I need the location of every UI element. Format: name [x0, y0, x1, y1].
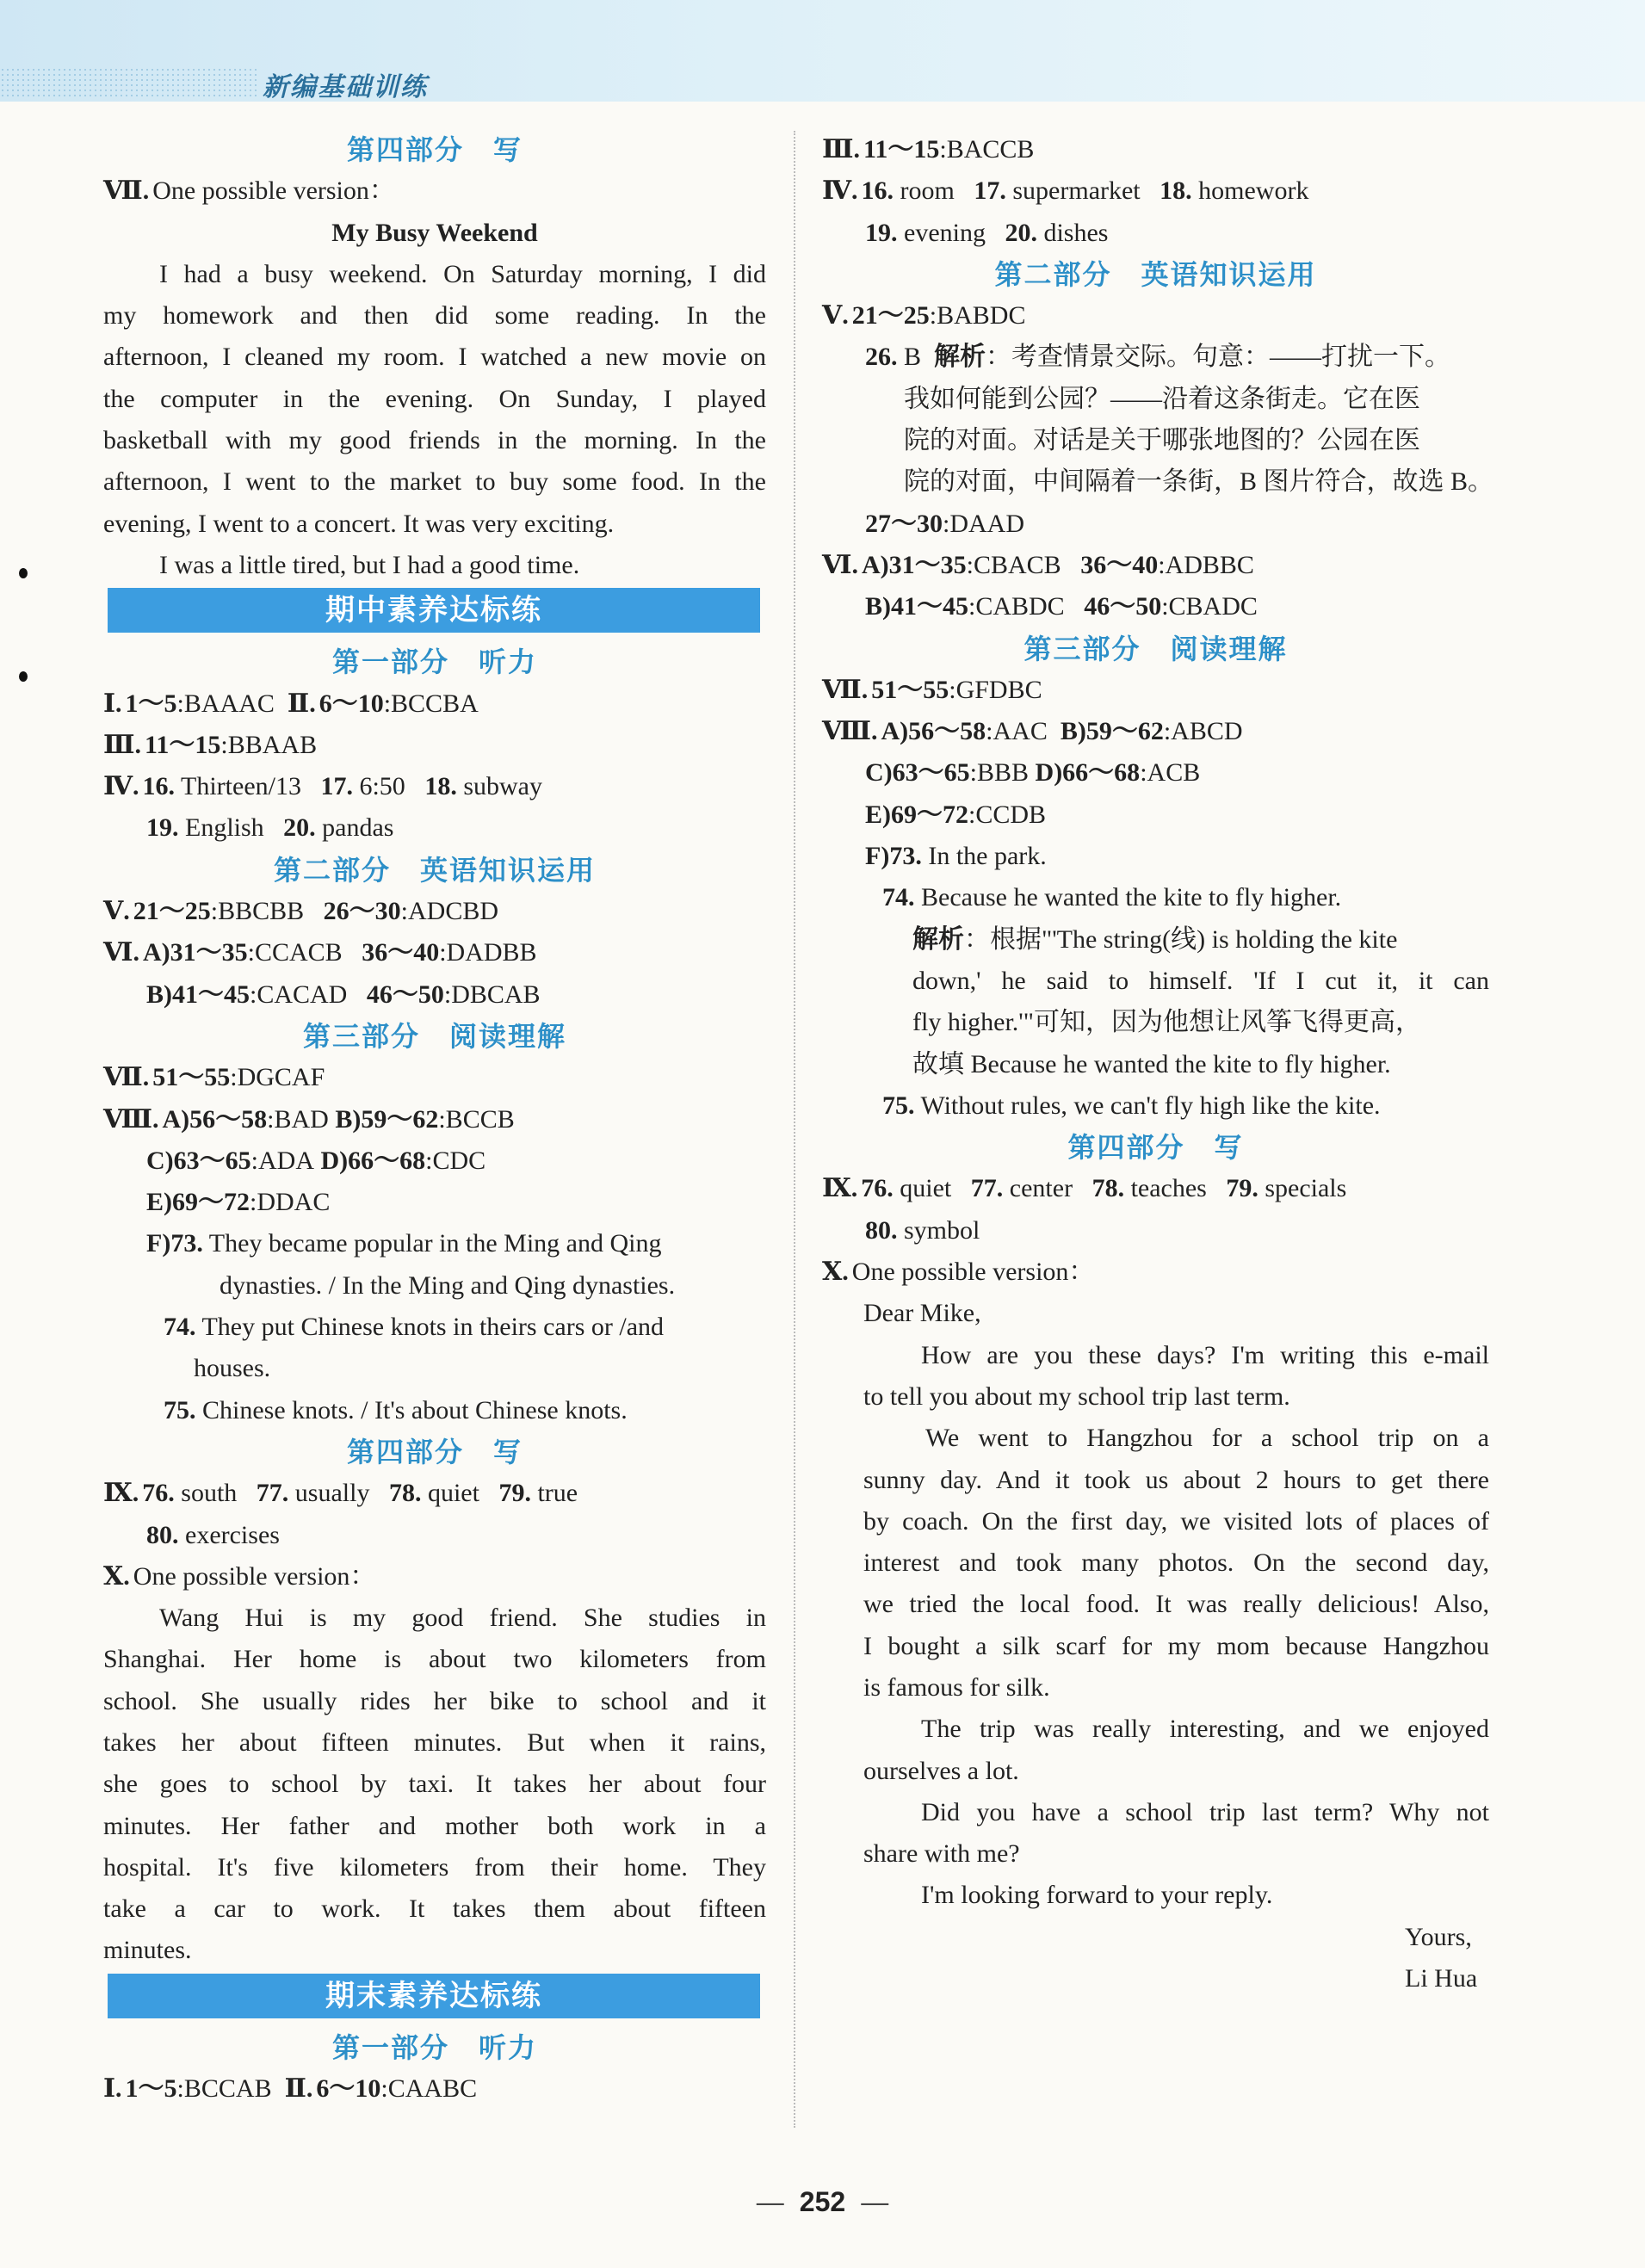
- item-number: 74.: [882, 883, 915, 912]
- letter-line: we tried the local food. It was really delicious! Also,: [863, 1590, 1489, 1619]
- answers: :BCCB: [438, 1104, 515, 1134]
- section-heading: 第四部分 写: [346, 1435, 523, 1468]
- item-range: 27～30: [865, 509, 943, 538]
- item-range: E)69～72: [146, 1188, 250, 1217]
- item-number: F)73.: [146, 1229, 203, 1258]
- answer-line: [103, 1182, 766, 1223]
- essay-line: evening, I went to a concert. It was very exciting.: [103, 509, 615, 538]
- item-number: 19.: [865, 218, 898, 247]
- answer: teaches: [1130, 1174, 1207, 1203]
- page-number-value: 252: [799, 2186, 846, 2217]
- item-number: 76.: [142, 1479, 175, 1508]
- letter-line: to tell you about my school trip last term.: [863, 1381, 1290, 1411]
- answers: :BABDC: [929, 301, 1026, 331]
- answer-line: [103, 725, 766, 766]
- item-range: 46～50: [366, 980, 444, 1009]
- item-number: 76.: [861, 1174, 894, 1203]
- answers: :CDC: [425, 1146, 486, 1175]
- question-number: Ⅹ.: [103, 1561, 130, 1591]
- item-range: 36～40: [362, 938, 440, 967]
- question-number: Ⅱ.: [287, 689, 316, 718]
- answer-line: [822, 670, 1489, 711]
- answers: :DBCAB: [443, 980, 541, 1009]
- answer-line: [822, 1210, 1489, 1251]
- item-range: D)66～68: [320, 1146, 426, 1175]
- answer-line: [822, 170, 1489, 212]
- explanation-text: ：根据"'The string(线) is holding the kite: [964, 924, 1398, 954]
- answer-line: [103, 1515, 766, 1556]
- answer-line: [103, 683, 766, 725]
- answers: :BBCBB: [210, 897, 305, 926]
- answer: evening: [904, 218, 986, 247]
- item-range: 21～25: [133, 897, 211, 926]
- answers: :BACCB: [939, 135, 1035, 164]
- essay-line: Wang Hui is my good friend. She studies in: [159, 1604, 766, 1633]
- text: One possible version：: [152, 176, 395, 206]
- answer: supermarket: [1012, 176, 1141, 206]
- item-number: 19.: [146, 813, 179, 843]
- explanation-label: 解析: [912, 924, 964, 954]
- answer-line: [103, 1099, 766, 1140]
- question-number: Ⅲ.: [103, 730, 142, 759]
- essay-line: minutes.: [103, 1936, 192, 1965]
- item-range: D)66～68: [1035, 758, 1141, 788]
- item-range: 51～55: [871, 675, 949, 704]
- section-heading: 第三部分 阅读理解: [1023, 632, 1288, 665]
- answer: symbol: [904, 1215, 980, 1245]
- item-number: 80.: [865, 1215, 898, 1245]
- section-heading: 第二部分 英语知识运用: [994, 257, 1317, 291]
- item-number: 80.: [146, 1520, 179, 1549]
- page-number: [0, 2186, 1645, 2218]
- answer-line: [822, 877, 1489, 918]
- answer: exercises: [185, 1520, 280, 1549]
- answer: Thirteen/13: [181, 772, 301, 801]
- answer-line: [822, 836, 1489, 877]
- letter-line: I'm looking forward to your reply.: [921, 1881, 1273, 1910]
- answers: :ADA: [250, 1146, 314, 1175]
- answer-line: [822, 586, 1489, 627]
- answers: :BBB: [969, 758, 1030, 788]
- answer: Without rules, we can't fly high like the kite.: [920, 1091, 1381, 1120]
- scan-mark: [19, 568, 28, 578]
- letter-line: ourselves a lot.: [863, 1756, 1019, 1785]
- item-range: 36～40: [1080, 550, 1159, 579]
- section-heading: 第二部分 英语知识运用: [273, 853, 596, 887]
- item-number: 16.: [861, 176, 894, 206]
- question-number: Ⅰ.: [103, 2074, 122, 2104]
- item-range: C)63～65: [146, 1146, 251, 1175]
- item-number: 77.: [256, 1479, 289, 1508]
- answers: :DAAD: [943, 509, 1024, 538]
- answer-line: [822, 504, 1489, 545]
- question-number: Ⅸ.: [822, 1174, 858, 1203]
- answer: usually: [294, 1479, 370, 1508]
- letter-line: by coach. On the first day, we visited lots of places of: [863, 1506, 1489, 1536]
- letter-line: share with me?: [863, 1839, 1020, 1869]
- question-number: Ⅴ.: [103, 897, 130, 926]
- answer-line: [103, 974, 766, 1016]
- answer-line: [103, 932, 766, 973]
- question-number: Ⅹ.: [822, 1258, 849, 1287]
- essay-line: takes her about fifteen minutes. But when it rains,: [103, 1727, 766, 1757]
- explanation-line: down,' he said to himself. 'If I cut it, it can: [912, 966, 1489, 995]
- answer-line: [103, 1223, 766, 1264]
- answers: :CCACB: [247, 938, 343, 967]
- section-heading: 第四部分 写: [346, 133, 523, 166]
- answer: Because he wanted the kite to fly higher.: [921, 883, 1342, 912]
- letter-line: I bought a silk scarf for my mom because Hangzhou: [863, 1631, 1489, 1660]
- item-range: 21～25: [851, 301, 930, 331]
- question-number: Ⅵ.: [822, 550, 858, 579]
- item-number: 79.: [498, 1479, 531, 1508]
- section-banner: 期中素养达标练: [108, 588, 760, 633]
- letter-line: How are you these days? I'm writing this e-mail: [921, 1340, 1489, 1369]
- item-range: B)41～45: [146, 980, 250, 1009]
- answer-line: [103, 1140, 766, 1182]
- answers: :DDAC: [250, 1188, 331, 1217]
- question-line: [103, 1556, 766, 1597]
- essay-line: the computer in the evening. On Sunday, I played: [103, 384, 766, 413]
- answer: In the park.: [928, 842, 1047, 871]
- section-heading: 第三部分 阅读理解: [302, 1019, 566, 1053]
- item-range: 26～30: [323, 897, 401, 926]
- letter-line: Did you have a school trip last term? Why not: [921, 1797, 1489, 1826]
- question-number: Ⅸ.: [103, 1479, 139, 1508]
- section-banner: 期末素养达标练: [108, 1974, 760, 2018]
- answers: :BAD: [267, 1104, 329, 1134]
- question-number: Ⅷ.: [103, 1104, 159, 1134]
- right-column: [822, 129, 1494, 1999]
- answers: :BBAAB: [220, 730, 318, 759]
- essay-line: Shanghai. Her home is about two kilometers from: [103, 1645, 766, 1674]
- answer-line: [822, 129, 1489, 170]
- item-range: B)41～45: [865, 592, 968, 621]
- explanation-text: ：考查情景交际。句意：——打扰一下。: [986, 343, 1451, 372]
- answer-line: [822, 295, 1489, 337]
- answers: :ABCD: [1163, 717, 1243, 746]
- answer: B: [904, 343, 922, 372]
- header-band: [0, 0, 1645, 102]
- item-range: B)59～62: [335, 1104, 439, 1134]
- scan-mark: [19, 671, 28, 682]
- section-heading: 第一部分 听力: [331, 646, 537, 679]
- explanation-line: 我如何能到公园？——沿着这条街走。它在医: [904, 384, 1420, 413]
- item-number: 26.: [865, 343, 898, 372]
- essay-line: I was a little tired, but I had a good time.: [159, 550, 580, 579]
- item-range: 46～50: [1084, 592, 1162, 621]
- essay-line: she goes to school by taxi. It takes her about four: [103, 1770, 766, 1799]
- answers: :CACAD: [250, 980, 348, 1009]
- item-range: A)31～35: [143, 938, 248, 967]
- item-range: A)56～58: [881, 717, 986, 746]
- letter-signature: Li Hua: [1405, 1964, 1478, 1993]
- header-title: 新编基础训练: [263, 73, 428, 102]
- page-number-dash: —: [756, 2186, 784, 2217]
- item-range: 11～15: [863, 135, 940, 164]
- header-dot-pattern: [0, 67, 258, 100]
- letter-closing: Yours,: [1405, 1922, 1472, 1951]
- answer: 6:50: [359, 772, 405, 801]
- item-number: 74.: [164, 1313, 196, 1342]
- question-line: [103, 170, 766, 212]
- answers: :CABDC: [968, 592, 1065, 621]
- essay-line: minutes. Her father and mother both work in a: [103, 1811, 766, 1840]
- essay-line: school. She usually rides her bike to school and it: [103, 1686, 766, 1715]
- item-number: 77.: [970, 1174, 1004, 1203]
- answers: :BCCAB: [176, 2074, 272, 2104]
- essay-line: take a car to work. It takes them about fifteen: [103, 1894, 766, 1924]
- answer-line: [103, 766, 766, 807]
- letter-line: We went to Hangzhou for a school trip on a: [925, 1424, 1489, 1453]
- essay-line: I had a busy weekend. On Saturday morning, I did: [159, 259, 766, 288]
- answer: They put Chinese knots in theirs cars or /and: [201, 1313, 665, 1342]
- question-number: Ⅵ.: [103, 938, 139, 967]
- item-range: 11～15: [145, 730, 221, 759]
- answers: :CBACB: [966, 550, 1061, 579]
- answers: :DADBB: [439, 938, 537, 967]
- section-heading: 第一部分 听力: [331, 2030, 537, 2064]
- explanation-line: 院的对面，中间隔着一条街，B 图片符合，故选 B。: [904, 467, 1494, 497]
- item-range: E)69～72: [865, 800, 968, 829]
- answers: :CCDB: [968, 800, 1047, 829]
- answers: :GFDBC: [949, 675, 1042, 704]
- answer: pandas: [322, 813, 394, 843]
- answer: quiet: [427, 1479, 479, 1508]
- item-number: 75.: [882, 1091, 915, 1120]
- answers: :DGCAF: [230, 1063, 325, 1092]
- essay-line: hospital. It's five kilometers from their home. They: [103, 1852, 766, 1882]
- question-number: Ⅶ.: [822, 675, 869, 704]
- item-number: 78.: [388, 1479, 422, 1508]
- answer-line: [103, 807, 766, 849]
- explanation-line: 院的对面。对话是关于哪张地图的？公园在医: [904, 426, 1420, 455]
- text: One possible version：: [851, 1258, 1095, 1287]
- item-number: 16.: [142, 772, 176, 801]
- answer: homework: [1198, 176, 1309, 206]
- item-number: 18.: [424, 772, 457, 801]
- answer-line: [822, 1168, 1489, 1209]
- essay-title: My Busy Weekend: [331, 218, 538, 247]
- answer-line: [822, 545, 1489, 586]
- essay-line: afternoon, I cleaned my room. I watched a new movie on: [103, 343, 766, 372]
- answer-line: [103, 1307, 766, 1348]
- question-number: Ⅷ.: [822, 717, 878, 746]
- item-range: 6～10: [318, 689, 384, 718]
- item-range: 1～5: [125, 689, 177, 718]
- item-range: B)59～62: [1060, 717, 1164, 746]
- question-number: Ⅶ.: [103, 176, 150, 206]
- item-range: 1～5: [125, 2074, 177, 2104]
- question-number: Ⅲ.: [822, 135, 861, 164]
- item-range: 6～10: [316, 2074, 381, 2104]
- item-number: F)73.: [865, 842, 922, 871]
- answer-line: [822, 711, 1489, 752]
- item-number: 17.: [320, 772, 353, 801]
- answer: quiet: [900, 1174, 952, 1203]
- answer-line: [103, 1390, 766, 1431]
- question-number: Ⅶ.: [103, 1063, 150, 1092]
- explanation-label: 解析: [934, 343, 986, 372]
- answer-line: [103, 2068, 766, 2110]
- answer-line: [822, 794, 1489, 836]
- answers: :AAC: [986, 717, 1048, 746]
- answer-line: dynasties. / In the Ming and Qing dynasties.: [220, 1270, 676, 1300]
- explanation-line: 故填 Because he wanted the kite to fly higher.: [912, 1049, 1391, 1078]
- explanation-line: [822, 919, 1489, 961]
- item-number: 75.: [164, 1395, 196, 1424]
- answers: :BAAAC: [176, 689, 275, 718]
- column-divider: [794, 131, 795, 2128]
- answer-line: [103, 1057, 766, 1098]
- explanation-line: fly higher.'"可知，因为他想让风筝飞得更高，: [912, 1008, 1421, 1037]
- question-number: Ⅱ.: [284, 2074, 313, 2104]
- letter-line: The trip was really interesting, and we enjoyed: [921, 1715, 1489, 1744]
- left-column: [103, 129, 766, 2110]
- answer-line: houses.: [194, 1354, 271, 1383]
- section-heading: 第四部分 写: [1067, 1131, 1244, 1165]
- answer: room: [900, 176, 955, 206]
- letter-line: interest and took many photos. On the second day,: [863, 1548, 1489, 1578]
- item-number: 79.: [1226, 1174, 1258, 1203]
- text: One possible version：: [133, 1561, 376, 1591]
- item-number: 18.: [1160, 176, 1192, 206]
- letter-line: Dear Mike,: [863, 1299, 981, 1328]
- answer-line: [822, 213, 1489, 254]
- item-number: 17.: [974, 176, 1006, 206]
- question-number: Ⅳ.: [822, 176, 858, 206]
- answer: English: [185, 813, 264, 843]
- answer: south: [181, 1479, 238, 1508]
- answer-line: [103, 891, 766, 932]
- answers: :CBADC: [1161, 592, 1258, 621]
- answer-line: [822, 752, 1489, 794]
- item-range: A)56～58: [162, 1104, 268, 1134]
- item-range: 51～55: [152, 1063, 231, 1092]
- answer: specials: [1265, 1174, 1347, 1203]
- answer: Chinese knots. / It's about Chinese knots.: [202, 1395, 628, 1424]
- item-range: C)63～65: [865, 758, 970, 788]
- essay-line: basketball with my good friends in the morning. In the: [103, 426, 766, 455]
- question-line: [822, 1251, 1489, 1293]
- letter-line: is famous for silk.: [863, 1672, 1050, 1702]
- essay-line: my homework and then did some reading. In the: [103, 301, 766, 331]
- answer: center: [1009, 1174, 1073, 1203]
- answers: :ADBBC: [1158, 550, 1254, 579]
- answer: subway: [463, 772, 542, 801]
- answer-line: [822, 1085, 1489, 1127]
- item-number: 78.: [1092, 1174, 1125, 1203]
- answers: :BCCBA: [383, 689, 479, 718]
- item-number: 20.: [283, 813, 316, 843]
- answer-line: [103, 1473, 766, 1514]
- answer: dishes: [1043, 218, 1109, 247]
- question-number: Ⅰ.: [103, 689, 122, 718]
- answers: :ACB: [1140, 758, 1201, 788]
- letter-line: sunny day. And it took us about 2 hours to get there: [863, 1465, 1489, 1494]
- answer: true: [537, 1479, 578, 1508]
- page-number-dash: —: [861, 2186, 889, 2217]
- item-range: A)31～35: [862, 550, 967, 579]
- question-number: Ⅳ.: [103, 772, 139, 801]
- explanation-line: [822, 337, 1489, 378]
- answer: They became popular in the Ming and Qing: [208, 1229, 662, 1258]
- answers: :CAABC: [380, 2074, 478, 2104]
- essay-line: afternoon, I went to the market to buy some food. In the: [103, 467, 766, 497]
- question-number: Ⅴ.: [822, 301, 849, 331]
- answers: :ADCBD: [400, 897, 499, 926]
- item-number: 20.: [1005, 218, 1037, 247]
